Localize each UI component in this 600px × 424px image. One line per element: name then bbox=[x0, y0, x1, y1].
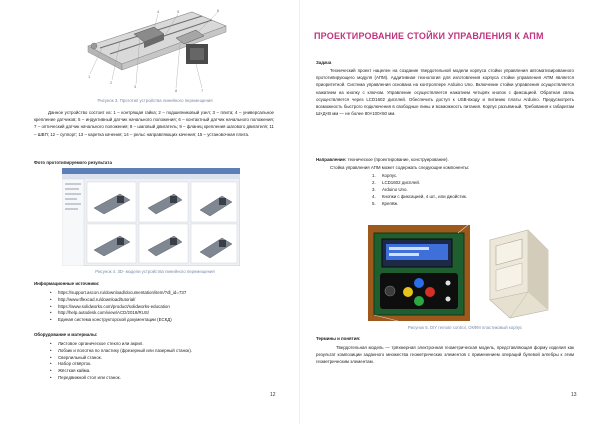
sources-heading: Информационные источники: bbox=[34, 281, 100, 286]
list-item: • Сверлильный станок. bbox=[48, 355, 278, 362]
direction-value: техническое (проектирование, конструирование). bbox=[347, 157, 449, 162]
task-paragraph: Технический проект нацелен на создание твердотельной модели корпуса стойки управления автоматизированного прототипирующего модуля (АПМ). Аддитивная технология для изготовления корпуса стойки управления АПМ является приоритетной. Система управления основана на контроллере Arduino Uno. Включение стойки управления осуществляется нажатием на кнопку с ключом. Управление осуществляется нажатием четырёх кнопок с фиксацией. Обратная связь осуществляется через LCD1602 дисплей. Обеспечить доступ к USB-входу и питанию платы Arduino. Предусмотреть возможность быстрого подключения в свободные пины и возможность питания. Корпус разъёмный. Требования к габаритам Ш×Д×В мм — не более 80×100×50 мм. bbox=[316, 68, 574, 117]
photo-heading: Фото прототипируемого результата bbox=[34, 160, 112, 165]
list-item: 3. Arduino Uno. bbox=[372, 187, 408, 192]
list-item: • http://www.tflexcad.ru/download/tutorial/ bbox=[48, 297, 278, 304]
svg-text:5: 5 bbox=[177, 9, 180, 14]
list-item: • http://help.autodesk.com/view/ACD/2018/RUS/ bbox=[48, 310, 278, 317]
terms-heading: Термины и понятия: bbox=[316, 336, 361, 341]
components-intro: Стойка управления АПМ может содержать следующие компоненты: bbox=[330, 165, 470, 170]
arduino-remote-photo bbox=[368, 225, 470, 321]
sources-list bbox=[48, 290, 278, 324]
svg-text:3: 3 bbox=[134, 84, 137, 89]
list-item: • https://support.ascon.ru/download/documentation/item/?dl_id=737 bbox=[48, 290, 278, 297]
cad-models-screenshot bbox=[62, 168, 240, 266]
list-item: • Листовое органическое стекло или акрил. bbox=[48, 341, 278, 348]
task-heading: Задача bbox=[316, 60, 332, 65]
list-item: • https://www.solidworks.com/product/solidworks-education bbox=[48, 304, 278, 311]
direction-label: Направление: bbox=[316, 157, 347, 162]
svg-text:7: 7 bbox=[201, 88, 204, 93]
figure-4-caption: Рисунок 4. 3D- модели устройства линейного перемещения bbox=[95, 269, 215, 274]
svg-text:4: 4 bbox=[157, 9, 160, 14]
term-label: Твердотельная модель bbox=[336, 345, 384, 350]
list-item: 1. Корпус. bbox=[372, 173, 398, 178]
page-title: ПРОЕКТИРОВАНИЕ СТОЙКИ УПРАВЛЕНИЯ К АПМ bbox=[314, 31, 544, 41]
page-number-right: 13 bbox=[571, 392, 577, 398]
linear-stage-illustration bbox=[80, 8, 230, 94]
term-text: — трёхмерная электронная геометрическая модель, представляющая форму изделия как результат композиции заданного множества геометрических элементов с применением операций булевой алгебры к этим геометрическим элементам. bbox=[316, 345, 574, 365]
legend-paragraph: Данное устройство состоит из: 1 – контрящая гайка; 2 – подшипниковый узел; 3 – плита; 4 – универсальное крепление датчиков; 5 – индуктивный датчик начального положения; 6 – контактный датчик начального положения; 7 – оптический датчик начального положения; 8 – шаговый двигатель; 9 – фланец крепления шагового двигателя; 11 – ШВП; 12 – суппорт; 13 – каретка качения; 14 – рельс направляющих качения; 15 – установочная плита. bbox=[34, 110, 274, 137]
svg-text:8: 8 bbox=[175, 88, 178, 93]
svg-text:6: 6 bbox=[217, 8, 220, 13]
page-number-left: 12 bbox=[270, 392, 276, 398]
svg-text:1: 1 bbox=[88, 74, 91, 79]
list-item: 5. Крепёж. bbox=[372, 201, 399, 206]
svg-text:2: 2 bbox=[110, 80, 113, 85]
list-item: • Жёсткая кайма. bbox=[48, 368, 278, 375]
equipment-list bbox=[48, 341, 278, 382]
figure-5-caption: Рисунок 5. DIY remote control, ОКФМ пластиковый корпус bbox=[407, 325, 523, 330]
figure-3-caption: Рисунок 3. Прототип устройства линейного перемещения bbox=[97, 98, 213, 103]
list-item: • Набор отвёрток. bbox=[48, 361, 278, 368]
list-item: 2. LCD1602 дисплей. bbox=[372, 180, 421, 185]
list-item: • Передвижной стол или станок. bbox=[48, 375, 278, 382]
components-list bbox=[372, 172, 572, 207]
direction-line bbox=[316, 156, 574, 163]
term-definition bbox=[316, 344, 574, 366]
list-item: • Единая система конструкторской документации (ЕСКД) bbox=[48, 317, 278, 324]
list-item: 4. Кнопки с фиксацией, 4 шт., или джойстик. bbox=[372, 194, 468, 199]
plastic-case-image bbox=[478, 226, 556, 320]
equipment-heading: Оборудование и материалы: bbox=[34, 332, 98, 337]
list-item: • Лобзик и полотна по пластику (фрезерный или лазерный станок). bbox=[48, 348, 278, 355]
